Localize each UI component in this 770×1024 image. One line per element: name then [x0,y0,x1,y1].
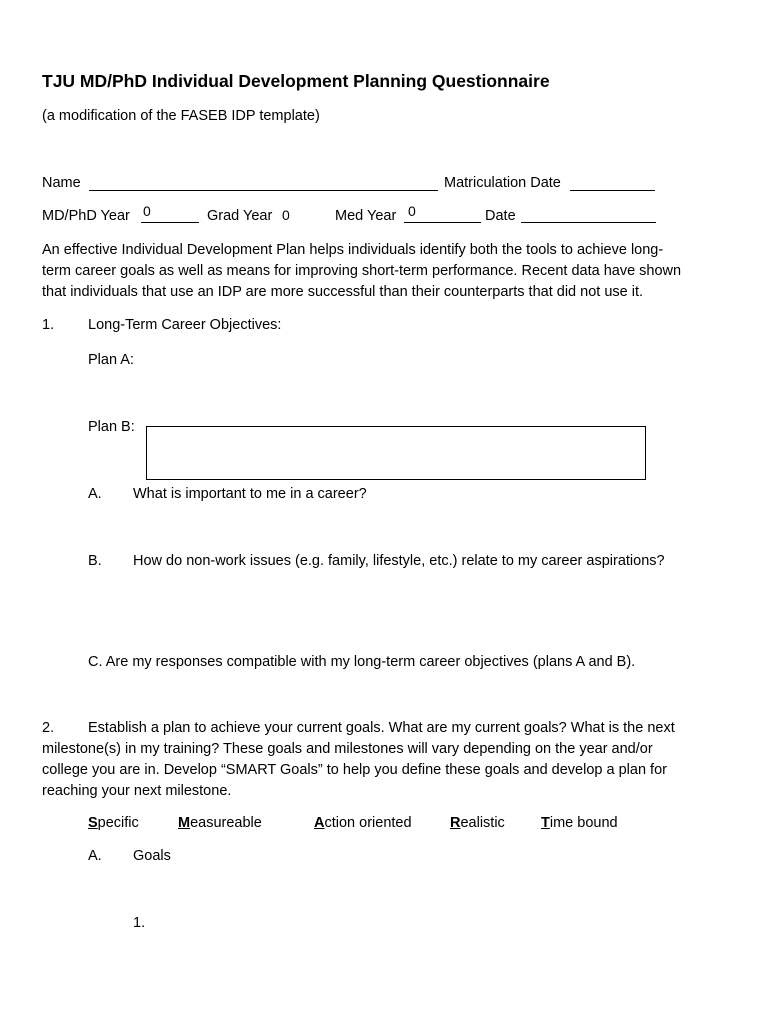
plan-a-label: Plan A: [88,352,134,368]
plan-b-input[interactable] [146,426,646,480]
intro-line-2: term career goals as well as means for improving short-term performance. Recent data have shown [42,263,682,279]
name-label: Name [42,175,81,191]
grad-year-value[interactable]: 0 [282,207,290,223]
section2-number: 2. [42,720,55,736]
date-label: Date [485,208,516,224]
intro-line-3: that individuals that use an IDP are more successful than their counterparts that did not use it. [42,284,644,300]
med-year-value: 0 [408,203,416,219]
page-subtitle: (a modification of the FASEB IDP template) [42,108,320,124]
grad-year-label: Grad Year [207,208,273,224]
section2-line-3: college you are in. Develop “SMART Goals” to help you define these goals and develop a plan for [42,762,667,778]
goals-letter: A. [88,848,102,864]
matriculation-label: Matriculation Date [444,175,561,191]
mdphd-year-value: 0 [143,203,151,219]
section2-line-1: Establish a plan to achieve your current goals. What are my current goals? What is the next [88,720,675,736]
smart-specific: Specific [88,815,139,831]
goal-1-number: 1. [133,915,146,931]
mdphd-year-label: MD/PhD Year [42,208,130,224]
smart-measureable: Measureable [178,815,262,831]
page-title: TJU MD/PhD Individual Development Planning Questionnaire [42,71,550,91]
section2-line-2: milestone(s) in my training? These goals and milestones will vary depending on the year and/or [42,741,653,757]
section1-heading: Long-Term Career Objectives: [88,317,282,333]
intro-line-1: An effective Individual Development Plan helps individuals identify both the tools to achieve long- [42,242,664,258]
question-b-letter: B. [88,553,102,569]
question-a-letter: A. [88,486,102,502]
question-c-text: C. Are my responses compatible with my long-term career objectives (plans A and B). [88,654,636,670]
smart-time-bound: Time bound [541,815,618,831]
question-b-text: How do non-work issues (e.g. family, lifestyle, etc.) relate to my career aspirations? [133,553,665,569]
section2-line-4: reaching your next milestone. [42,783,232,799]
question-a-text: What is important to me in a career? [133,486,367,502]
name-field[interactable] [89,190,438,191]
goals-label: Goals [133,848,171,864]
plan-b-label: Plan B: [88,419,135,435]
date-field[interactable] [521,222,656,223]
matriculation-date-field[interactable] [570,190,655,191]
med-year-label: Med Year [335,208,397,224]
smart-realistic: Realistic [450,815,505,831]
section1-number: 1. [42,317,55,333]
mdphd-year-field[interactable] [141,222,199,223]
med-year-field[interactable] [404,222,481,223]
smart-action-oriented: Action oriented [314,815,412,831]
